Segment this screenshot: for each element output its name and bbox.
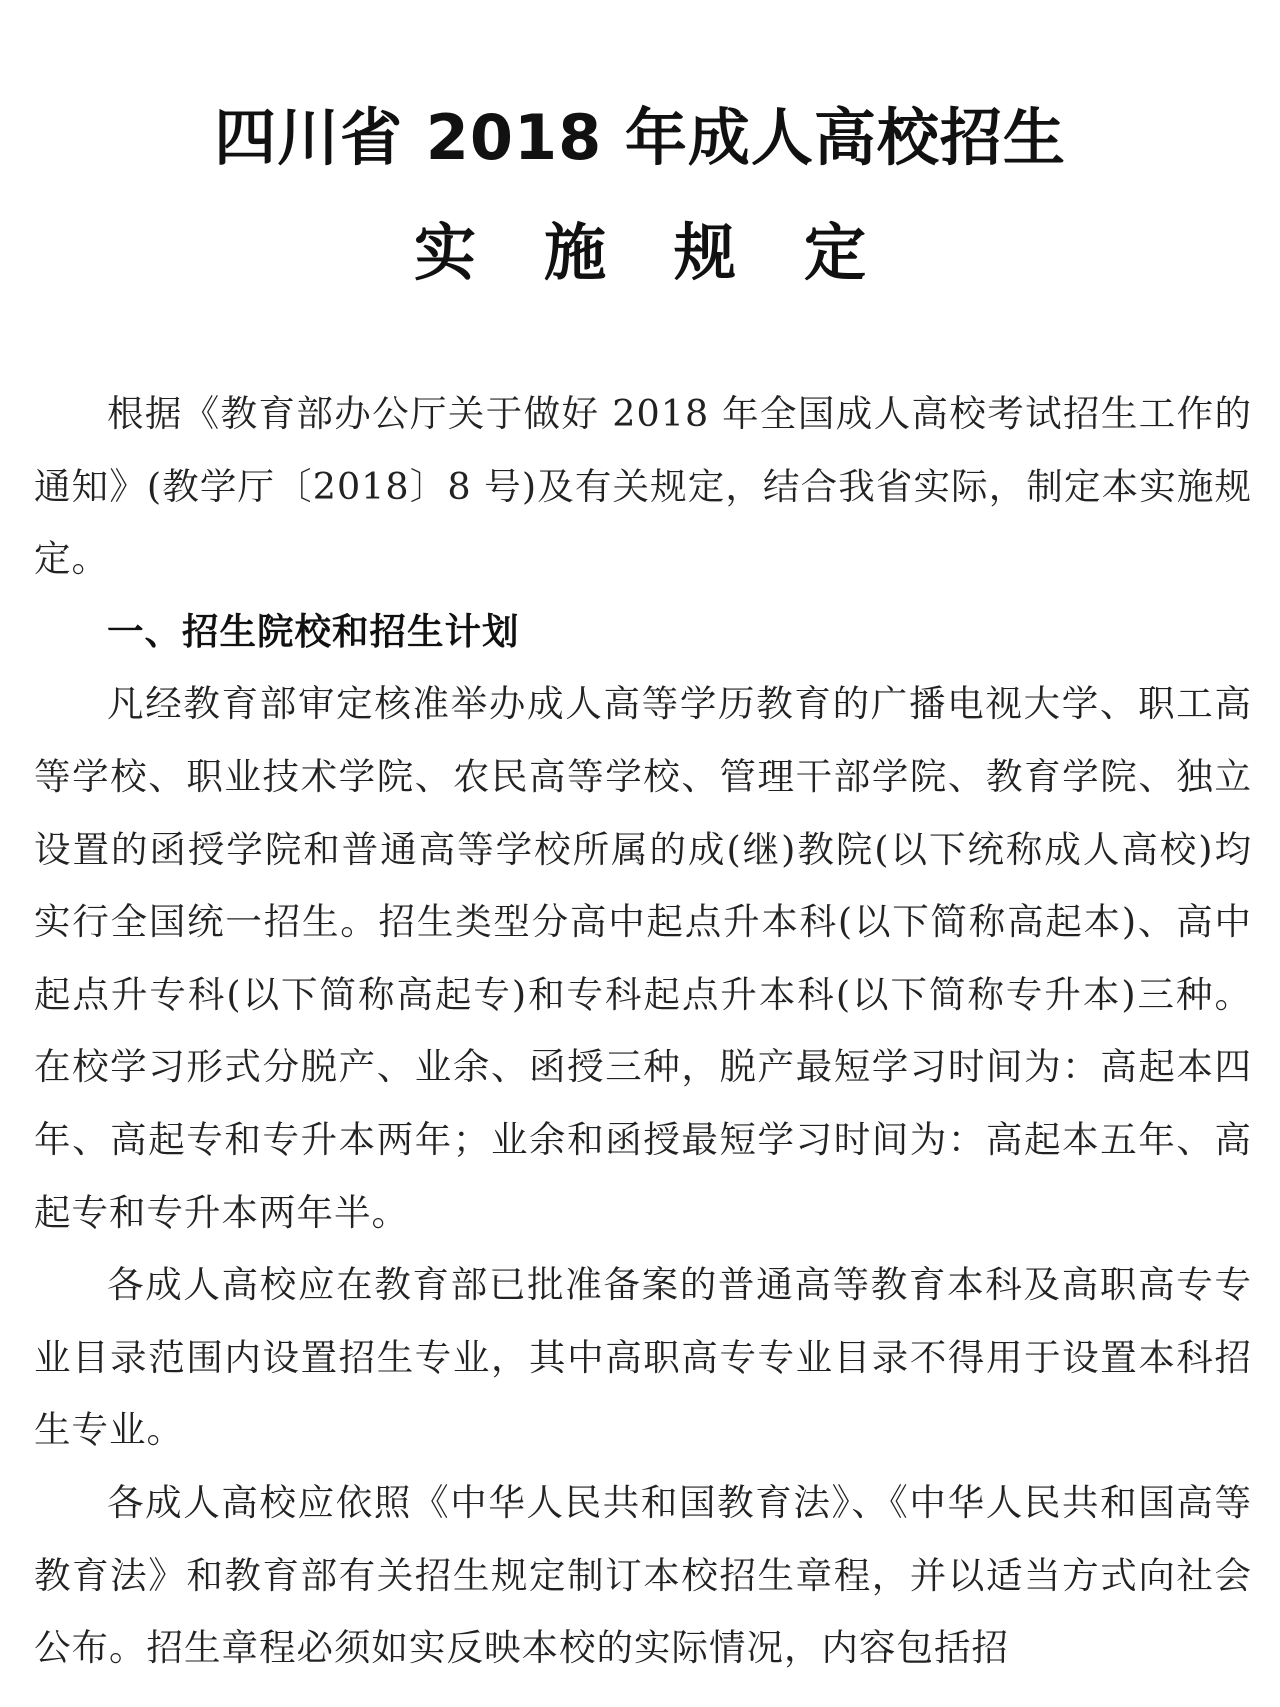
body-paragraph: 各成人高校应在教育部已批准备案的普通高等教育本科及高职高专专业目录范围内设置招生专业，其中高职高专专业目录不得用于设置本科招生专业。 — [34, 1263, 1252, 1452]
document-subtitle: 实施规定 — [413, 216, 934, 289]
body-paragraph: 各成人高校应依照《中华人民共和国教育法》、《中华人民共和国高等教育法》和教育部有关招生规定制订本校招生章程，并以适当方式向社会公布。招生章程必须如实反映本校的实际情况，内容包括招 — [34, 1480, 1252, 1670]
document-body — [34, 378, 1252, 1685]
document-title: 四川省 2018 年成人高校招生 — [214, 101, 1066, 174]
section-heading: 一、招生院校和招生计划 — [107, 609, 520, 653]
intro-paragraph: 根据《教育部办公厅关于做好 2018 年全国成人高校考试招生工作的通知》(教学厅〔2018〕8 号)及有关规定，结合我省实际，制定本实施规定。 — [34, 392, 1253, 581]
body-paragraph: 凡经教育部审定核准举办成人高等学历教育的广播电视大学、职工高等学校、职业技术学院、农民高等学校、管理干部学院、教育学院、独立设置的函授学院和普通高等学校所属的成(继)教院(以下统称成人高校)均实行全国统一招生。招生类型分高中起点升本科(以下简称高起本)、高中起点升专科(以下简称高起专)和专科起点升本科(以下简称专升本)三种。在校学习形式分脱产、业余、函授三种，脱产最短学习时间为：高起本四年、高起专和专升本两年；业余和函授最短学习时间为：高起本五年、高起专和专升本两年半。 — [34, 682, 1252, 1234]
